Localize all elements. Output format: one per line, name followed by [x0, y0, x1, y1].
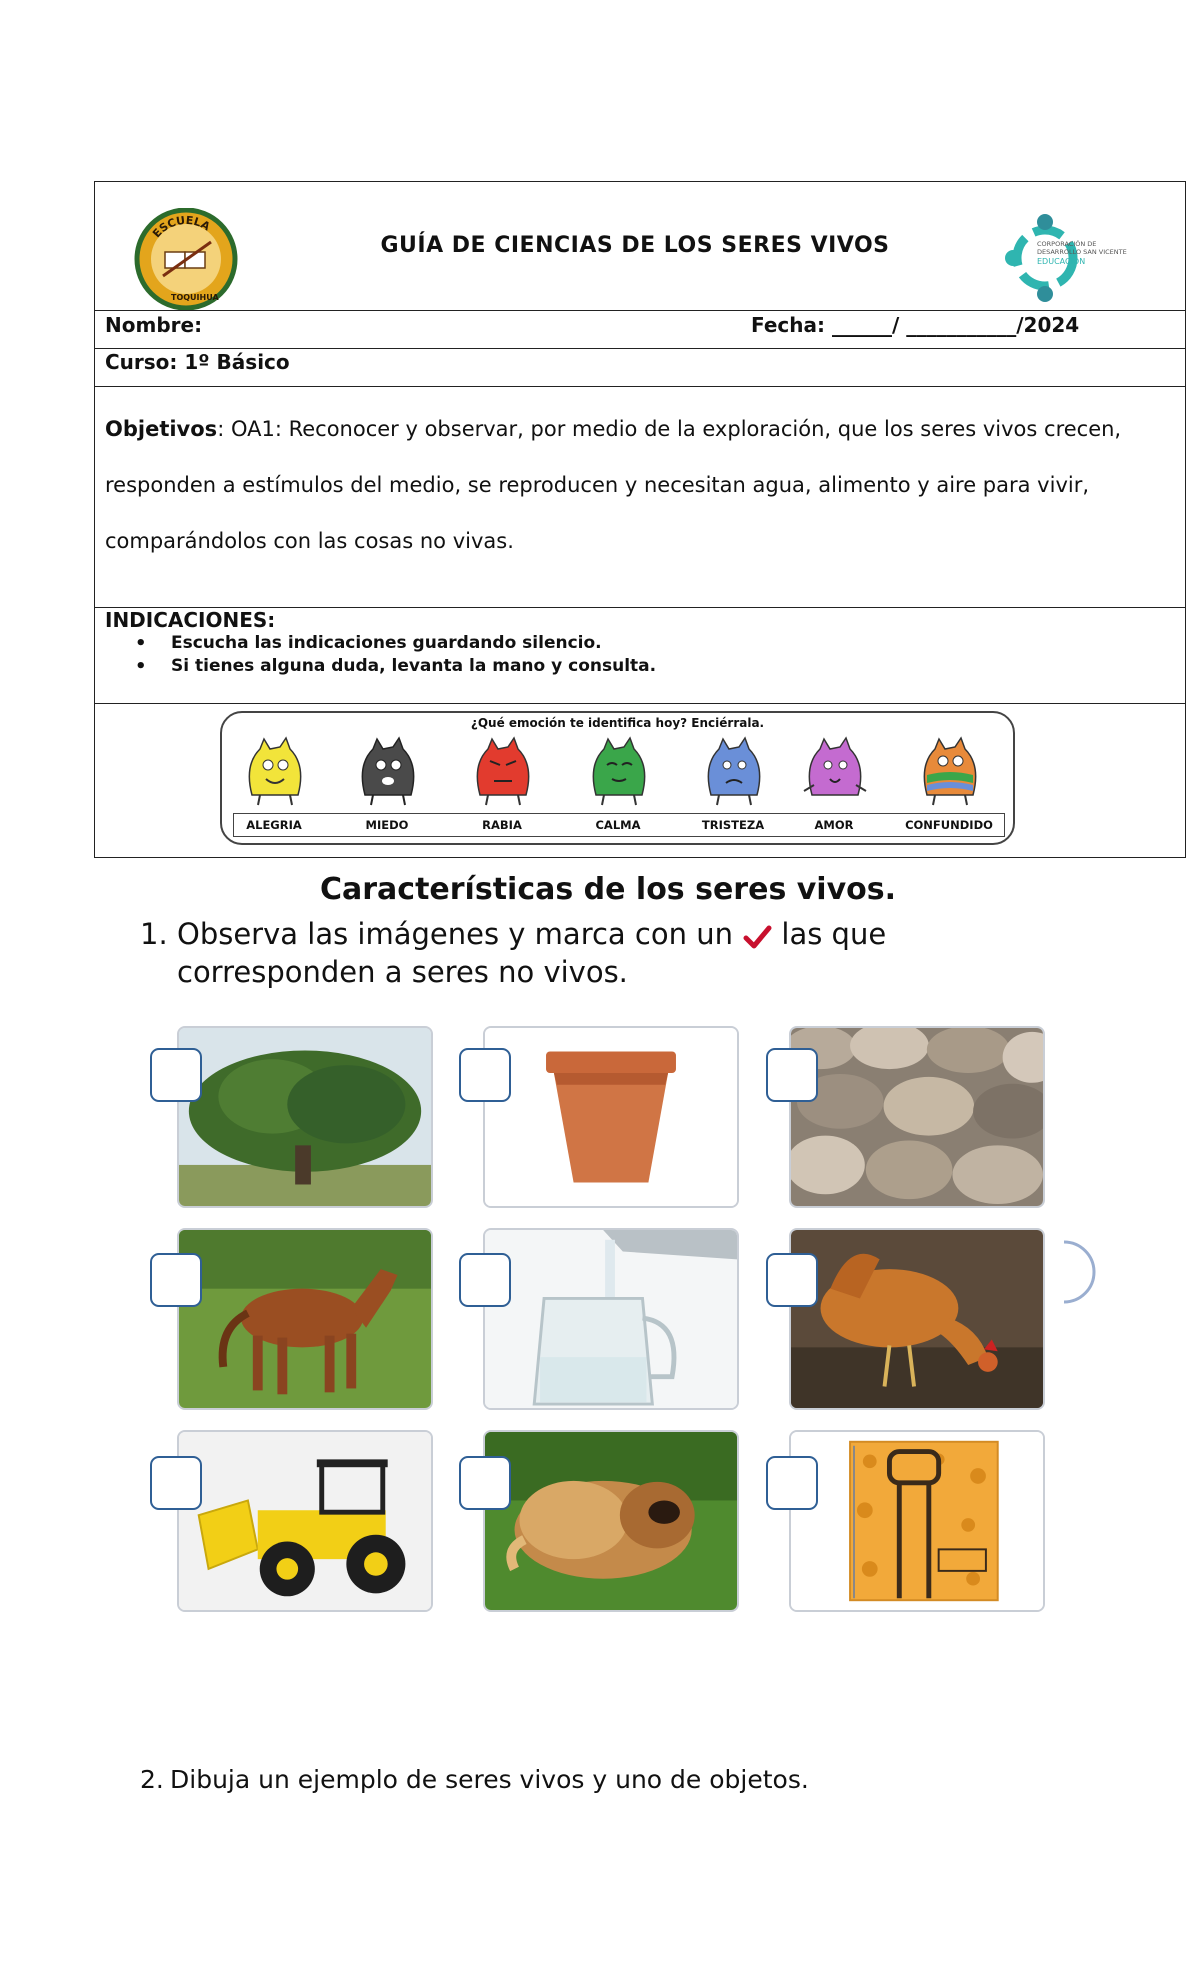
question-text: [177, 915, 997, 991]
objetivos-paragraph: [105, 401, 1175, 569]
question-number: 1.: [140, 917, 168, 951]
monster-icon: [915, 735, 985, 807]
section-heading: Características de los seres vivos.: [319, 872, 897, 907]
svg-text:CORPORACIÓN DE: CORPORACIÓN DE: [1037, 240, 1097, 248]
emotion-label: AMOR: [814, 818, 854, 832]
monster-icon: [584, 735, 654, 807]
emotion-question: ¿Qué emoción te identifica hoy? Enciérrala.: [470, 716, 765, 730]
checkbox-toy-tractor[interactable]: [150, 1456, 202, 1510]
checkbox-notebook[interactable]: [766, 1456, 818, 1510]
emotion-label: RABIA: [482, 818, 522, 832]
checkbox-dog[interactable]: [459, 1456, 511, 1510]
partial-circle-icon: [1060, 1238, 1106, 1306]
emotion-labels-row: [233, 813, 1005, 837]
toy-tractor-image: [177, 1430, 433, 1612]
corporacion-logo: [1005, 208, 1140, 308]
divider: [95, 348, 1185, 349]
emotion-strip: [220, 711, 1015, 845]
divider: [95, 703, 1185, 704]
monster-icon: [800, 735, 870, 807]
header-table: [94, 181, 1186, 858]
fecha-label: Fecha: ______/ ___________/2024: [751, 313, 1080, 337]
monster-icon: [353, 735, 423, 807]
nombre-label: Nombre:: [105, 313, 203, 337]
monster-icon: [240, 735, 310, 807]
checkbox-flowerpot[interactable]: [459, 1048, 511, 1102]
question-text-before: Observa las imágenes y marca con un: [177, 917, 733, 951]
question-text-after: las que corresponden a seres no vivos.: [177, 917, 887, 989]
divider: [95, 386, 1185, 387]
tree-image: [177, 1026, 433, 1208]
svg-text:DESARROLLO SAN VICENTE: DESARROLLO SAN VICENTE: [1037, 248, 1127, 256]
emotion-label: MIEDO: [365, 818, 409, 832]
list-item: • Si tienes alguna duda, levanta la mano y consulta.: [135, 655, 656, 678]
dog-image: [483, 1430, 739, 1612]
divider: [95, 310, 1185, 311]
svg-text:TOQUIHUA: TOQUIHUA: [171, 293, 219, 302]
page-title: GUÍA DE CIENCIAS DE LOS SERES VIVOS: [380, 233, 890, 258]
emotion-label: CONFUNDIDO: [905, 818, 993, 832]
objetivos-label: Objetivos: [105, 417, 218, 441]
checkbox-horse[interactable]: [150, 1253, 202, 1307]
svg-text:EDUCACIÓN: EDUCACIÓN: [1037, 257, 1086, 266]
checkbox-stones[interactable]: [766, 1048, 818, 1102]
emotion-label: CALMA: [595, 818, 641, 832]
flowerpot-image: [483, 1026, 739, 1208]
checkbox-water-jug[interactable]: [459, 1253, 511, 1307]
stones-image: [789, 1026, 1045, 1208]
checkbox-hen[interactable]: [766, 1253, 818, 1307]
indicaciones-list: [135, 632, 656, 678]
indicaciones-title: INDICACIONES:: [105, 608, 276, 632]
emotion-label: TRISTEZA: [701, 818, 765, 832]
question-text: Dibuja un ejemplo de seres vivos y uno de objetos.: [170, 1765, 809, 1794]
notebook-image: [789, 1430, 1045, 1612]
question-number: 2.: [140, 1765, 164, 1794]
water-jug-image: [483, 1228, 739, 1410]
horse-image: [177, 1228, 433, 1410]
hen-image: [789, 1228, 1045, 1410]
curso-label: Curso: 1º Básico: [105, 350, 290, 374]
svg-text:ESCUELA: ESCUELA: [150, 213, 213, 241]
monster-icon: [699, 735, 769, 807]
escuela-logo: [133, 208, 239, 310]
checkbox-tree[interactable]: [150, 1048, 202, 1102]
list-item: • Escucha las indicaciones guardando silencio.: [135, 632, 656, 655]
objetivos-text: : OA1: Reconocer y observar, por medio de la exploración, que los seres vivos crecen, responden a estímulos del medio, se reproducen y necesitan agua, alimento y aire para vivir, comparándolos con las cosas no vivas.: [105, 417, 1122, 553]
monster-icon: [468, 735, 538, 807]
emotion-label: ALEGRIA: [246, 818, 302, 832]
check-icon: [742, 922, 772, 952]
